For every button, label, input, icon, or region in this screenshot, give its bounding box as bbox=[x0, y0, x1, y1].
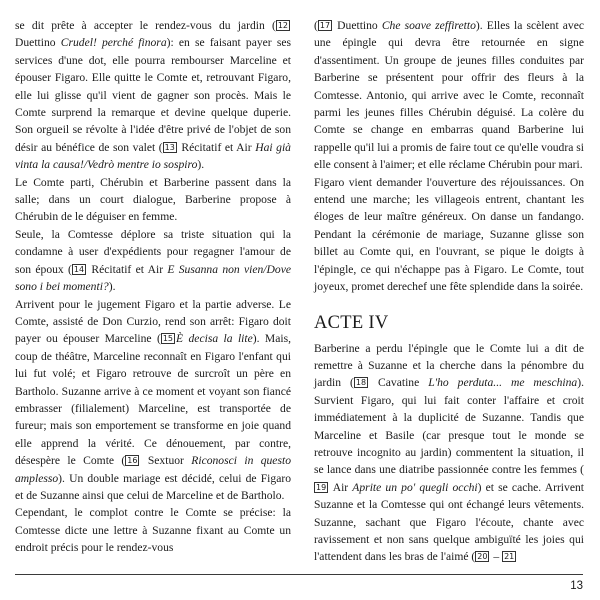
paragraph-judgement bbox=[15, 296, 291, 505]
aria-title: Aprite un po' quegli occhi bbox=[352, 480, 478, 494]
text-span: – bbox=[490, 550, 503, 564]
text-span: Sextuor bbox=[140, 454, 192, 468]
text-span: Barberine a perdu l'épingle que le Comte lui a dit de remettre à Suzanne et la cherche dans la pénombre du jardin ( bbox=[314, 341, 584, 390]
track-number-icon: 19 bbox=[316, 482, 327, 492]
paragraph-act4 bbox=[314, 340, 584, 566]
aria-title: L'ho perduta... me meschina bbox=[428, 376, 578, 390]
text-span: Seule, la Comtesse déplore sa triste situation qui la condamne à user d'expédients pour regagner l'amour de son époux ( bbox=[15, 227, 291, 276]
paragraph-act3-rendezvous bbox=[15, 17, 291, 174]
text-span: se dit prête à accepter le rendez-vous du jardin ( bbox=[15, 19, 276, 32]
text-span: Récitatif et Air bbox=[87, 262, 168, 276]
text-span: Arrivent pour le jugement Figaro et la partie adverse. Le Comte, assisté de Don Curzio, rend son arrêt: Figaro doit payer ou épouser Marceline ( bbox=[15, 297, 291, 346]
text-span: Air bbox=[329, 480, 353, 494]
track-number-icon: 21 bbox=[504, 552, 515, 562]
track-number-icon: 14 bbox=[73, 264, 85, 274]
track-number-icon: 17 bbox=[319, 21, 331, 30]
aria-title: Crudel! perché finora bbox=[60, 36, 167, 50]
text-span: Cavatine bbox=[369, 376, 429, 390]
right-column bbox=[314, 17, 584, 566]
track-number-icon: 16 bbox=[127, 456, 138, 466]
text-span: ): en se faisant payer ses services d'une dot, elle pourra rembourser Marceline et épouser Figaro. Elle quitte le Comte et, retrouvant Figaro, elle lui glisse qu'il vient de gagner son procès. Mais le Comte surprend la remarque et devine quelque duperie. Son orgueil se révolte à l'idée d'être privé de l'objet de son désir au bénéfice de son valet ( bbox=[15, 36, 291, 154]
track-number-icon: 15 bbox=[162, 334, 174, 344]
text-span: ). bbox=[197, 158, 205, 172]
page-number: 13 bbox=[570, 580, 583, 592]
paragraph-comtesse-alone bbox=[15, 226, 291, 296]
text-span: ( bbox=[314, 19, 318, 32]
aria-title: Riconosci in questo amplesso bbox=[15, 454, 291, 485]
text-span: Duettino bbox=[333, 19, 382, 32]
aria-title: E Susanna non vien/Dove sono i bei momenti? bbox=[15, 262, 291, 294]
paragraph-complot: Cependant, le complot contre le Comte se précise: la Comtesse dicte une lettre à Suzanne fixant au Comte un endroit précis pour le rendez-vous bbox=[15, 506, 291, 555]
paragraph-letter bbox=[314, 17, 584, 174]
text-span: ). Survient Figaro, qui lui fait conter l'affaire et croit immédiatement à la duplicité de Suzanne. Tandis que Marceline et Basile (car presque tout le monde se retrouve incognito au jardin) commentent la situation, il se lance dans une diatribe passionnée contre les femmes ( bbox=[314, 376, 584, 477]
text-span: ). Elles la scèlent avec une épingle qui devra être retournée en signe d'assentiment. Un groupe de jeunes filles conduites par Barberine se présentent pour offrir des fleurs à la Comtesse. Antonio, qui arrive avec le Comte, reconnaît parmi les jeunes filles Chérubin déguisé. La colère du Comte se change en embarras quand Barberine lui rappelle qu'il lui a promis de faire tout ce qu'elle voudra si elle consent à l'aimer; et elle réclame Chérubin pour mari. bbox=[314, 19, 584, 172]
aria-title: Che soave zeffiretto bbox=[381, 19, 476, 32]
text-span: ) et se cache. Arrivent Suzanne et la Comtesse qui ont échangé leurs vêtements. Suzanne, sachant que Figaro l'écoute, chante avec ravissement et non sans quelque ambiguïté les joies qui l'attendent dans les bras de l'aimé ( bbox=[314, 480, 584, 564]
text-span: Récitatif et Air bbox=[177, 140, 256, 154]
text-span: ). bbox=[108, 280, 116, 294]
paragraph-festivities: Figaro vient demander l'ouverture des réjouissances. On entend une marche; les villageois entrent, chantant les éloges de leur maître généreux. On danse un fandango. Pendant la cérémonie de mariage, Suzanne glisse son billet au Comte qui, en l'ouvrant, se pique le doigts à l'épingle, ce qui n'échappe pas à Figaro. Le Comte, tout joyeux, promet derechef une fête splendide dans la soirée. bbox=[314, 175, 584, 294]
left-column bbox=[15, 17, 291, 557]
track-number-icon: 12 bbox=[277, 21, 288, 30]
text-span: ). Mais, coup de théâtre, Marceline reconnaît en Figaro l'enfant qui lui fut volé; et Figaro retrouve de surcroît un père en Bartholo. Suzanne arrive à ce moment et voyant son fiancé embrasser (filialement) Marceline, est transportée de fureur; mais son emportement se transforme en joie quand elle apprend la vérité. Ce dénouement, par contre, désespère le Comte ( bbox=[15, 332, 291, 468]
track-number-icon: 20 bbox=[477, 552, 488, 562]
track-number-icon: 18 bbox=[355, 378, 367, 388]
aria-title: Hai già vinta la causa!/Vedrò mentre io sospiro bbox=[15, 140, 291, 172]
text-span: Duettino bbox=[15, 36, 61, 50]
track-number-icon: 13 bbox=[164, 142, 175, 152]
footer-rule bbox=[15, 574, 583, 575]
section-heading-acte-iv: ACTE IV bbox=[314, 312, 389, 333]
paragraph-cherubin-barberine: Le Comte parti, Chérubin et Barberine passent dans la salle; dans un court dialogue, Barberine propose à Chérubin de le déguiser en femme. bbox=[15, 175, 291, 224]
text-span: ). Un double mariage est décidé, celui de Figaro et de Suzanne ainsi que celui de Marceline et de Bartholo. bbox=[15, 471, 291, 502]
aria-title: È decisa la lite bbox=[176, 332, 253, 346]
